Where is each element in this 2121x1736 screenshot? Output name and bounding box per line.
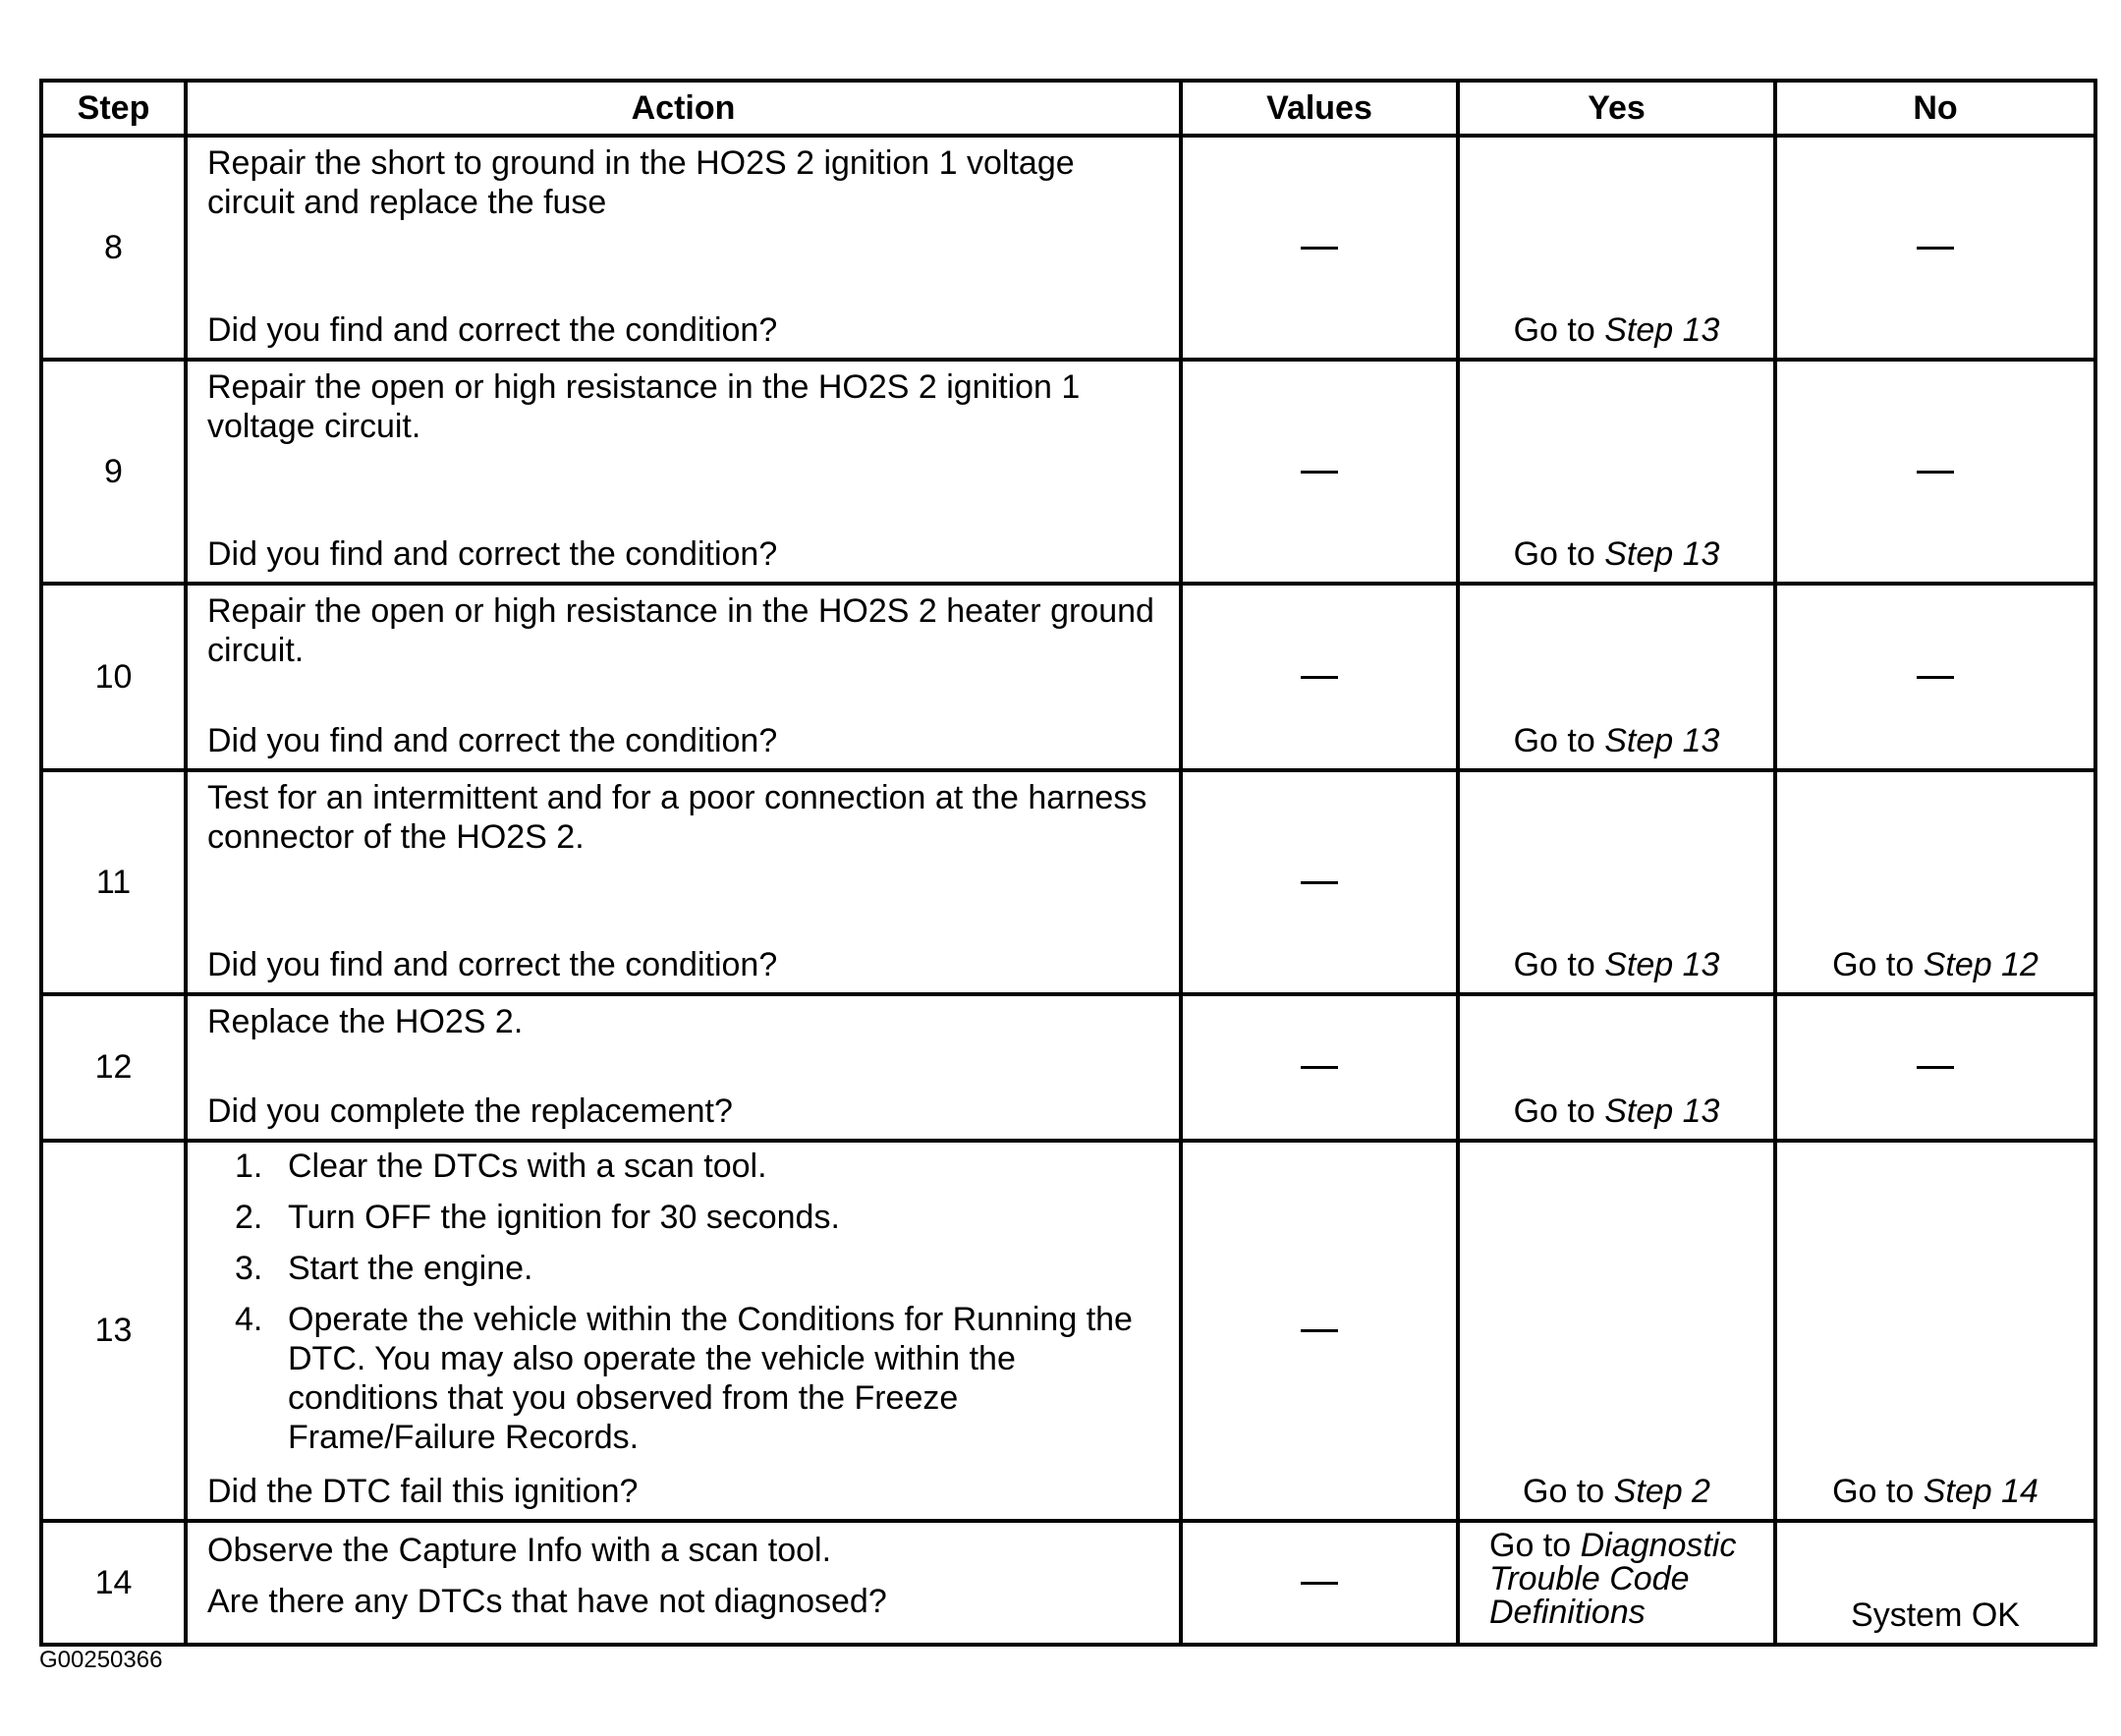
dash-mark — [1301, 247, 1338, 250]
action-question: Did the DTC fail this ignition? — [207, 1473, 639, 1510]
yes-cell — [1460, 138, 1777, 362]
dash-mark — [1917, 247, 1954, 250]
action-question: Did you complete the replacement? — [207, 1092, 733, 1130]
action-question: Did you find and correct the condition? — [207, 946, 778, 983]
substep-text: Start the engine. — [288, 1250, 533, 1287]
yes-step-ref: Step 13 — [1604, 311, 1720, 349]
yes-prefix: Go to — [1513, 1092, 1595, 1130]
header-values: Values — [1183, 83, 1460, 138]
substep — [235, 1147, 1159, 1186]
dash-mark — [1301, 881, 1338, 884]
substep-text: Turn OFF the ignition for 30 seconds. — [288, 1199, 840, 1236]
yes-prefix: Go to — [1513, 311, 1595, 349]
step-number: 10 — [43, 586, 188, 772]
header-step: Step — [43, 83, 188, 138]
dash-mark — [1917, 471, 1954, 474]
substep-text: Clear the DTCs with a scan tool. — [288, 1148, 767, 1185]
values-cell — [1183, 586, 1460, 772]
values-cell — [1183, 1143, 1460, 1523]
yes-cell — [1460, 1523, 1777, 1643]
action-question: Did you find and correct the condition? — [207, 535, 778, 573]
yes-cell — [1460, 772, 1777, 996]
values-cell — [1183, 138, 1460, 362]
dash-mark — [1917, 1066, 1954, 1069]
yes-prefix: Go to — [1513, 535, 1595, 573]
action-cell — [188, 1523, 1183, 1643]
step-number: 12 — [43, 996, 188, 1143]
header-yes: Yes — [1460, 83, 1777, 138]
substep — [235, 1198, 1159, 1237]
dash-mark — [1301, 1329, 1338, 1332]
dash-mark — [1301, 1066, 1338, 1069]
header-action: Action — [188, 83, 1183, 138]
figure-id: G00250366 — [39, 1647, 163, 1673]
substep-number: 2. — [235, 1199, 263, 1236]
action-question: Did you find and correct the condition? — [207, 311, 778, 349]
substep-number: 4. — [235, 1301, 263, 1338]
substep — [235, 1249, 1159, 1288]
no-cell — [1777, 586, 2093, 772]
action-text: Replace the HO2S 2. — [207, 1003, 524, 1040]
yes-prefix: Go to — [1489, 1527, 1581, 1564]
action-text: Observe the Capture Info with a scan tool. — [207, 1532, 832, 1569]
values-cell — [1183, 996, 1460, 1143]
step-number: 11 — [43, 772, 188, 996]
action-cell — [188, 1143, 1183, 1523]
yes-step-ref: Step 2 — [1613, 1473, 1710, 1510]
yes-prefix: Go to — [1513, 946, 1595, 983]
no-cell — [1777, 772, 2093, 996]
no-cell — [1777, 362, 2093, 586]
dash-mark — [1301, 676, 1338, 679]
no-prefix: Go to — [1832, 946, 1915, 983]
action-cell — [188, 772, 1183, 996]
yes-step-ref: Step 13 — [1604, 946, 1720, 983]
dash-mark — [1917, 676, 1954, 679]
yes-cell — [1460, 1143, 1777, 1523]
no-prefix: Go to — [1832, 1473, 1915, 1510]
action-text: Test for an intermittent and for a poor connection at the harness connector of the HO2S 2. — [207, 779, 1147, 856]
action-question: Did you find and correct the condition? — [207, 722, 778, 759]
yes-cell — [1460, 996, 1777, 1143]
header-no: No — [1777, 83, 2093, 138]
no-cell — [1777, 138, 2093, 362]
values-cell — [1183, 772, 1460, 996]
dash-mark — [1301, 471, 1338, 474]
step-number: 8 — [43, 138, 188, 362]
no-cell — [1777, 1143, 2093, 1523]
diagnostic-table — [39, 79, 2097, 1647]
yes-step-ref: Step 13 — [1604, 535, 1720, 573]
yes-step-ref: Step 13 — [1604, 722, 1720, 759]
dash-mark — [1301, 1582, 1338, 1585]
yes-step-ref: Step 13 — [1604, 1092, 1720, 1130]
no-step-ref: Step 14 — [1923, 1473, 2038, 1510]
action-text: Repair the open or high resistance in the HO2S 2 heater ground circuit. — [207, 592, 1154, 669]
action-cell — [188, 362, 1183, 586]
action-cell — [188, 586, 1183, 772]
no-step-ref: Step 12 — [1923, 946, 2038, 983]
substep-list — [235, 1147, 1159, 1469]
yes-cell — [1460, 362, 1777, 586]
action-cell — [188, 996, 1183, 1143]
action-text: Repair the open or high resistance in the HO2S 2 ignition 1 voltage circuit. — [207, 368, 1081, 445]
step-number: 14 — [43, 1523, 188, 1643]
no-result: System OK — [1851, 1596, 2020, 1634]
step-number: 13 — [43, 1143, 188, 1523]
action-question: Are there any DTCs that have not diagnosed? — [207, 1583, 887, 1620]
substep-text: Operate the vehicle within the Conditions for Running the DTC. You may also operate the vehicle within the conditions that you observed from the Freeze Frame/Failure Records. — [288, 1301, 1133, 1456]
action-text: Repair the short to ground in the HO2S 2 ignition 1 voltage circuit and replace the fuse — [207, 144, 1075, 221]
no-cell — [1777, 1523, 2093, 1643]
no-cell — [1777, 996, 2093, 1143]
yes-prefix: Go to — [1523, 1473, 1605, 1510]
step-number: 9 — [43, 362, 188, 586]
yes-definition-ref: Diagnostic Trouble Code Definitions — [1489, 1527, 1737, 1631]
substep — [235, 1300, 1159, 1457]
values-cell — [1183, 362, 1460, 586]
action-cell — [188, 138, 1183, 362]
values-cell — [1183, 1523, 1460, 1643]
yes-cell — [1460, 586, 1777, 772]
substep-number: 3. — [235, 1250, 263, 1287]
yes-prefix: Go to — [1513, 722, 1595, 759]
substep-number: 1. — [235, 1148, 263, 1185]
